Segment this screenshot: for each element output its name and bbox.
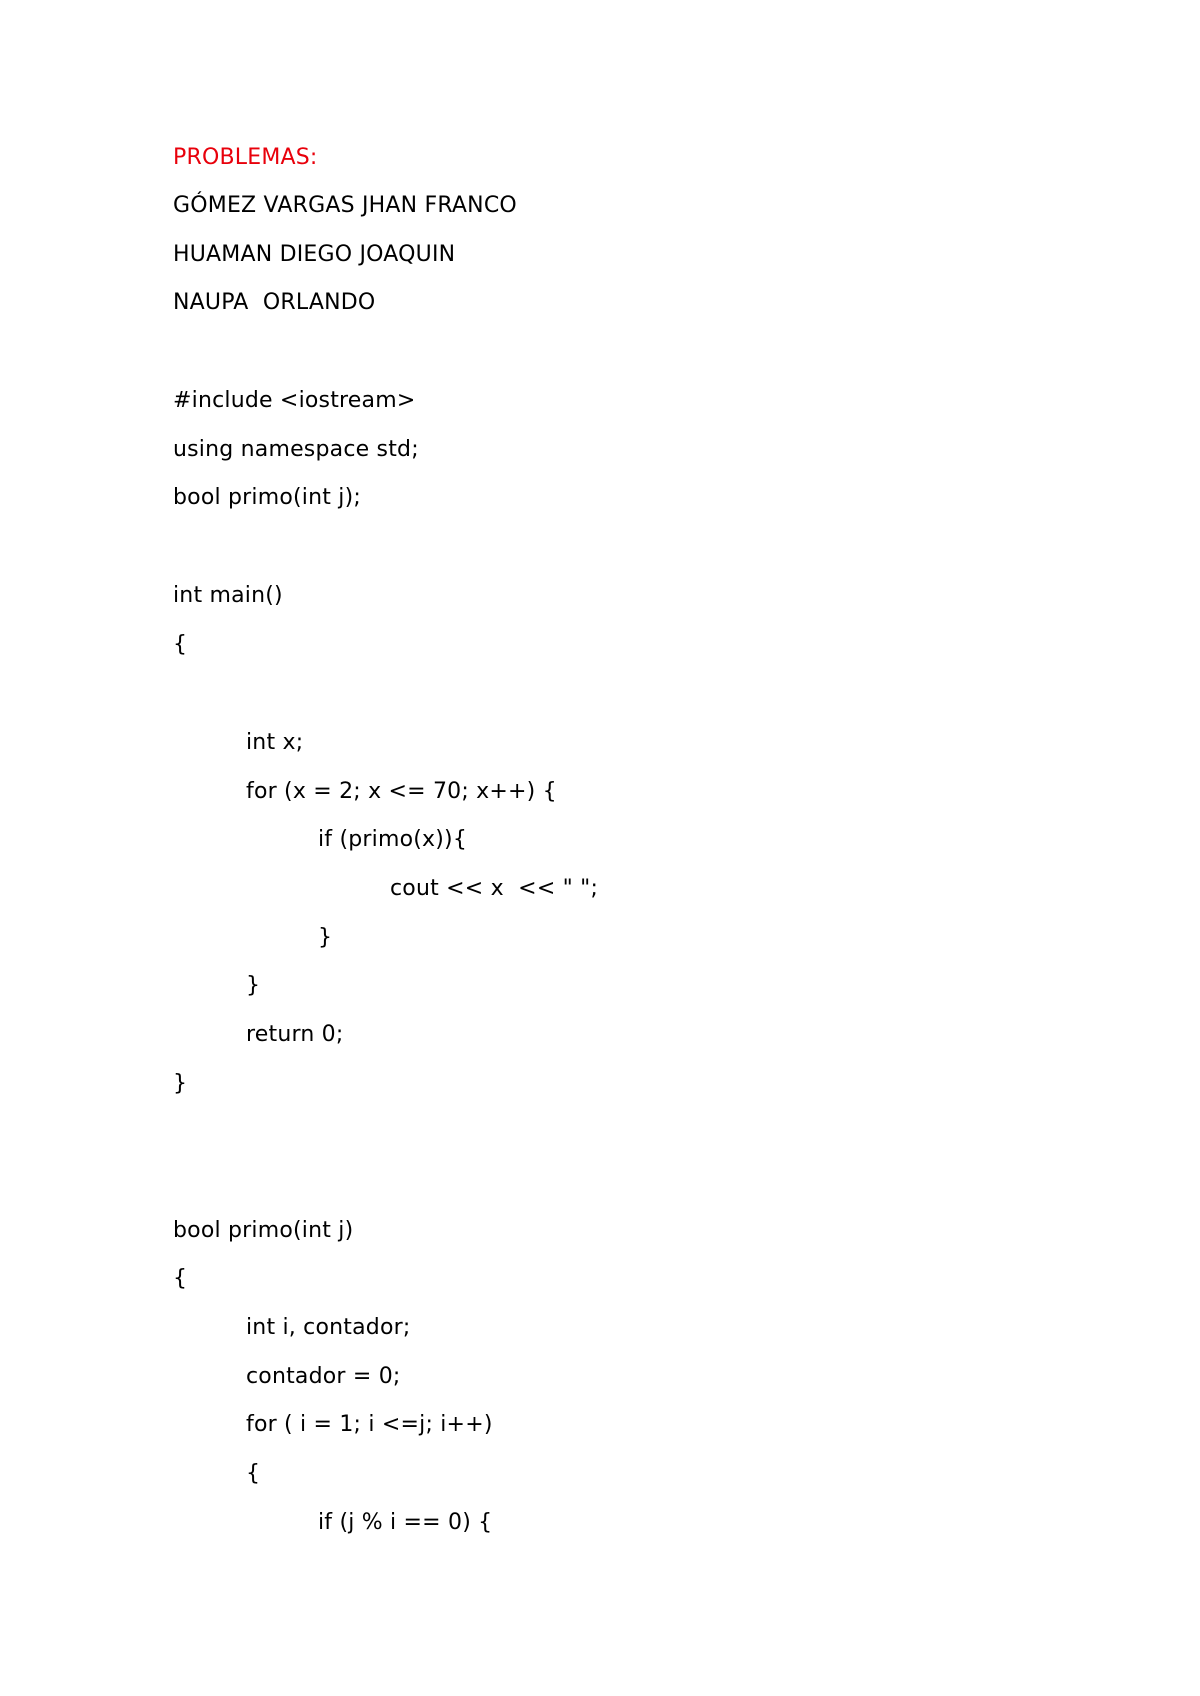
code-line: if (j % i == 0) { — [318, 1510, 493, 1535]
author-name: HUAMAN DIEGO JOAQUIN — [173, 242, 456, 267]
code-line: { — [246, 1461, 261, 1486]
author-name: GÓMEZ VARGAS JHAN FRANCO — [173, 193, 517, 218]
code-line: } — [246, 973, 261, 998]
code-line: } — [318, 925, 333, 950]
document-heading: PROBLEMAS: — [173, 145, 318, 170]
code-line: bool primo(int j); — [173, 485, 361, 510]
code-line: if (primo(x)){ — [318, 827, 468, 852]
code-line: cout << x << " "; — [390, 876, 599, 901]
code-line: using namespace std; — [173, 437, 419, 462]
code-line: for (x = 2; x <= 70; x++) { — [246, 779, 557, 804]
code-line: for ( i = 1; i <=j; i++) — [246, 1412, 493, 1437]
code-line: { — [173, 632, 188, 657]
code-line: int i, contador; — [246, 1315, 411, 1340]
author-name: NAUPA ORLANDO — [173, 290, 376, 315]
code-line: } — [173, 1071, 188, 1096]
code-line: { — [173, 1266, 188, 1291]
code-line: #include <iostream> — [173, 388, 416, 413]
code-line: int x; — [246, 730, 304, 755]
code-line: int main() — [173, 583, 283, 608]
code-line: contador = 0; — [246, 1364, 401, 1389]
code-line: bool primo(int j) — [173, 1218, 354, 1243]
code-line: return 0; — [246, 1022, 344, 1047]
